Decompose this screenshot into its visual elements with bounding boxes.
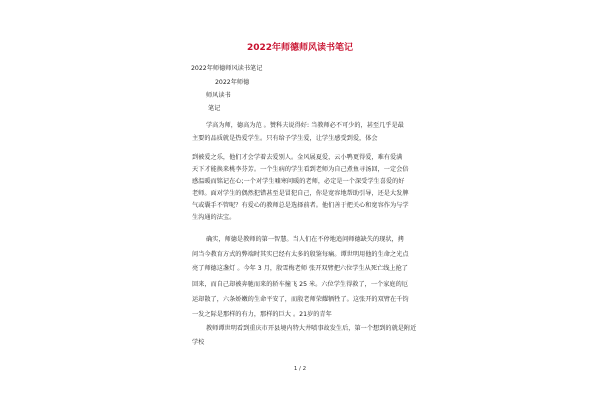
- paragraph-line: 亮了师德这盏灯 。今年 3 月，殷雪梅老师 张开双臂把六位学生从死亡线上抢了: [192, 265, 408, 272]
- paragraph-line: 教师谭世明看到重庆市开县境内特大井喷事故发生后，第一个想到的就是附近: [206, 325, 417, 332]
- paragraph-line: 老师。面对学生的偶然犯错甚至是冒犯自己，你是宽容地帮助引导，还是大发脾: [192, 190, 409, 197]
- paragraph-line: 生沟通的法宝。: [192, 214, 236, 221]
- paragraph-line: 感温暖而铭记在心;一个对学生嘘寒问暖的老师，必定是一个深受学生喜爱的好: [192, 178, 405, 185]
- header-line: 师风读书: [206, 92, 231, 99]
- paragraph-line: 回来，而自己却被奔驰而来的轿车撞飞 25 米。六位学生得救了，一个家庭的厄: [192, 281, 408, 288]
- paragraph-line: 学校: [192, 339, 205, 346]
- header-line: 2022年师德师风读书笔记: [191, 65, 263, 72]
- header-line: 2022年师德: [215, 79, 250, 86]
- paragraph-line: 气或囊手不管呢？有爱心的教师总是选择前者。他们善于把关心和宽容作为与学: [192, 202, 409, 209]
- page-number: 1 / 2: [293, 366, 307, 372]
- paragraph-line: 运却散了，六条娇嫩的生命平安了，而殷老师荣耀牺牲了。这张开的双臂在千钧: [192, 296, 409, 303]
- document-title: 2022年师德师风读书笔记: [246, 43, 354, 53]
- paragraph-line: 到被爱之乐，他们才会学着去爱别人。金风展夏爱，云小鸭更得爱，难有爱满: [192, 154, 403, 161]
- header-line: 笔记: [208, 105, 221, 112]
- paragraph-line: 问当今教育方式的弊端时其实已经有太多的殷鉴每痛。谭世明用他的生命之光点: [192, 251, 409, 258]
- paragraph-line: 学高为师，德高为范 。赞科夫说得好: 当教师必不可少的，甚至几乎是最: [206, 122, 404, 129]
- paragraph-line: 天下才能换来桃李芬芳。一个生病的学生看到老师为自己煮鱼寻汤回，一定会倍: [192, 166, 409, 173]
- paragraph-line: 主要的品质就是热爱学生。只有给予学生爱，让学生感受到爱，体会: [192, 135, 378, 142]
- paragraph-line: 一发之际是那样的有力，那样的巨大 。21岁的青年: [192, 311, 332, 318]
- paragraph-line: 确实，师德是教师的第一智慧。当人们在不停地追问师德缺失的现状，拷: [206, 236, 404, 243]
